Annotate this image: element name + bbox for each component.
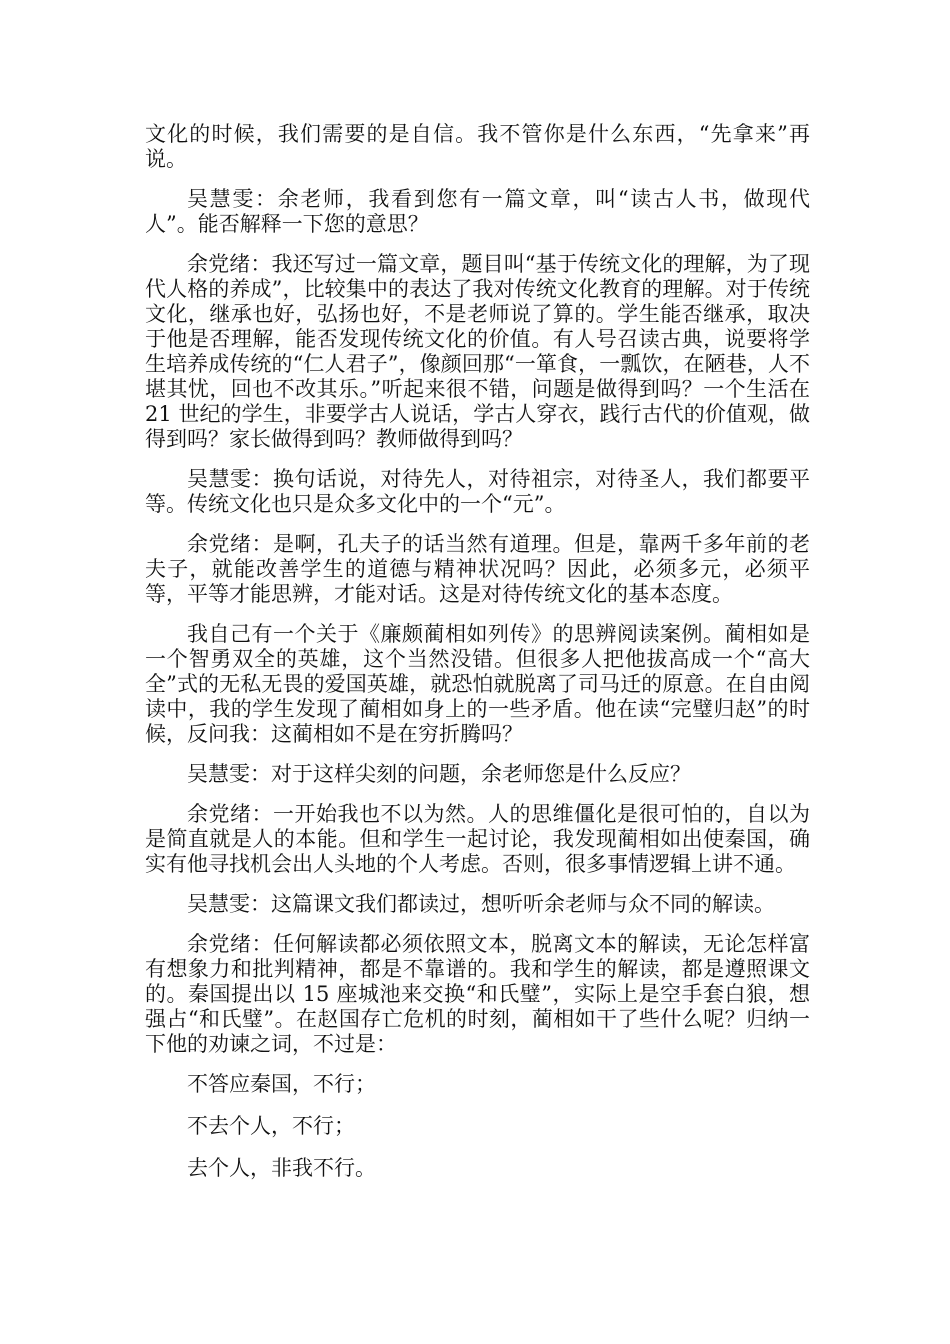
paragraph-yu-answer-2: 余党绪：是啊，孔夫子的话当然有道理。但是，靠两千多年前的老夫子，就能改善学生的道德与精神状况吗？因此，必须多元，必须平等，平等才能思辨，才能对话。这是对待传统文化的基本态度。: [145, 532, 810, 606]
paragraph-wu-question-1: 吴慧雯：余老师，我看到您有一篇文章，叫“读古人书，做现代人”。能否解释一下您的意思？: [145, 187, 810, 236]
document-page: [145, 122, 810, 1198]
paragraph-yu-answer-1: 余党绪：我还写过一篇文章，题目叫“基于传统文化的理解，为了现代人格的养成”，比较集中的表达了我对传统文化教育的理解。对于传统文化，继承也好，弘扬也好，不是老师说了算的。学生能否继承，取决于他是否理解，能否发现传统文化的价值。有人号召读古典，说要将学生培养成传统的“仁人君子”，像颜回那“一箪食，一瓢饮，在陋巷，人不堪其忧，回也不改其乐。”听起来很不错，问题是做得到吗？一个生活在 21 世纪的学生，非要学古人说话，学古人穿衣，践行古代的价值观，做得到吗？家长做得到吗？教师做得到吗？: [145, 252, 810, 451]
list-item: 不去个人，不行；: [187, 1114, 355, 1138]
paragraph-wu-question-2: 吴慧雯：换句话说，对待先人，对待祖宗，对待圣人，我们都要平等。传统文化也只是众多文化中的一个“元”。: [145, 467, 810, 516]
paragraph-continuation: 文化的时候，我们需要的是自信。我不管你是什么东西，“先拿来”再说。: [145, 122, 810, 171]
paragraph-yu-answer-3: 余党绪：一开始我也不以为然。人的思维僵化是很可怕的，自以为是简直就是人的本能。但和学生一起讨论，我发现蔺相如出使秦国，确实有他寻找机会出人头地的个人考虑。否则，很多事情逻辑上讲不通。: [145, 802, 810, 876]
list-item: 去个人，非我不行。: [187, 1156, 376, 1180]
paragraph-yu-case: 我自己有一个关于《廉颇蔺相如列传》的思辨阅读案例。蔺相如是一个智勇双全的英雄，这个当然没错。但很多人把他拔高成一个“高大全”式的无私无畏的爱国英雄，就恐怕就脱离了司马迁的原意。在自由阅读中，我的学生发现了蔺相如身上的一些矛盾。他在读“完璧归赵”的时候，反问我：这蔺相如不是在穷折腾吗？: [145, 622, 810, 746]
paragraph-wu-question-3: 吴慧雯：对于这样尖刻的问题，余老师您是什么反应？: [187, 762, 691, 786]
list-item: 不答应秦国，不行；: [187, 1072, 376, 1096]
paragraph-yu-answer-4: 余党绪：任何解读都必须依照文本，脱离文本的解读，无论怎样富有想象力和批判精神，都是不靠谱的。我和学生的解读，都是遵照课文的。秦国提出以 15 座城池来交换“和氏璧”，实际上是空手套白狼，想强占“和氏璧”。在赵国存亡危机的时刻，蔺相如干了些什么呢？归纳一下他的劝谏之词，不过是：: [145, 932, 810, 1056]
advice-list: [145, 1072, 810, 1181]
paragraph-wu-question-4: 吴慧雯：这篇课文我们都读过，想听听余老师与众不同的解读。: [187, 892, 775, 916]
